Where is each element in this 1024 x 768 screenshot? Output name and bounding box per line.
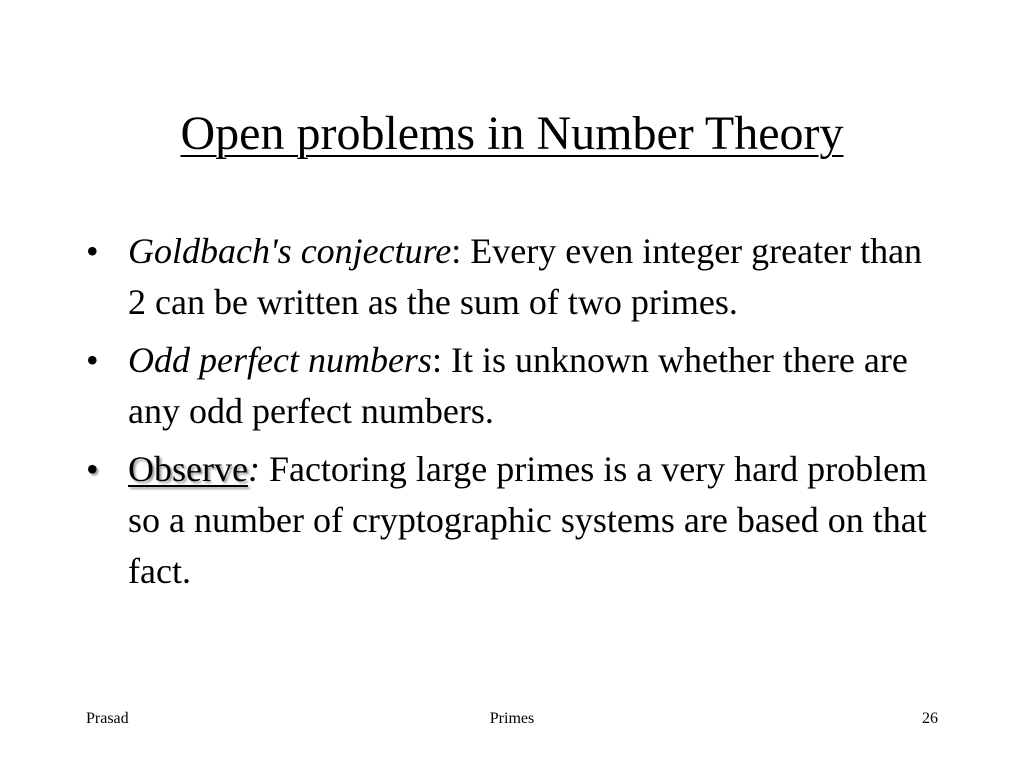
- footer-topic: Primes: [489, 710, 535, 727]
- bullet-text: Every even integer greater than 2 can be written as the sum of two primes.: [128, 231, 923, 322]
- slide-title: Open problems in Number Theory: [180, 107, 844, 160]
- bullet-marker: •: [86, 449, 99, 489]
- footer-page-number: 26: [922, 710, 938, 727]
- bullet-text: Factoring large primes is a very hard problem so a number of cryptographic systems are based on that fact.: [128, 449, 928, 591]
- bullet-separator: :: [431, 340, 442, 380]
- footer-author: Prasad: [86, 710, 129, 727]
- bullet-term: Odd perfect numbers: [128, 340, 432, 380]
- bullet-term: Goldbach's conjecture: [128, 231, 452, 271]
- bullet-marker: •: [86, 231, 99, 271]
- bullet-list: [86, 226, 946, 604]
- bullet-separator: :: [451, 231, 462, 271]
- bullet-term-link[interactable]: Observe: [128, 449, 248, 489]
- bullet-item-observe: [86, 444, 946, 597]
- bullet-item-goldbach: [86, 226, 946, 328]
- bullet-text: It is unknown whether there are any odd perfect numbers.: [128, 340, 908, 431]
- bullet-marker: •: [86, 340, 99, 380]
- bullet-item-odd-perfect: [86, 335, 946, 437]
- bullet-separator: :: [247, 449, 260, 489]
